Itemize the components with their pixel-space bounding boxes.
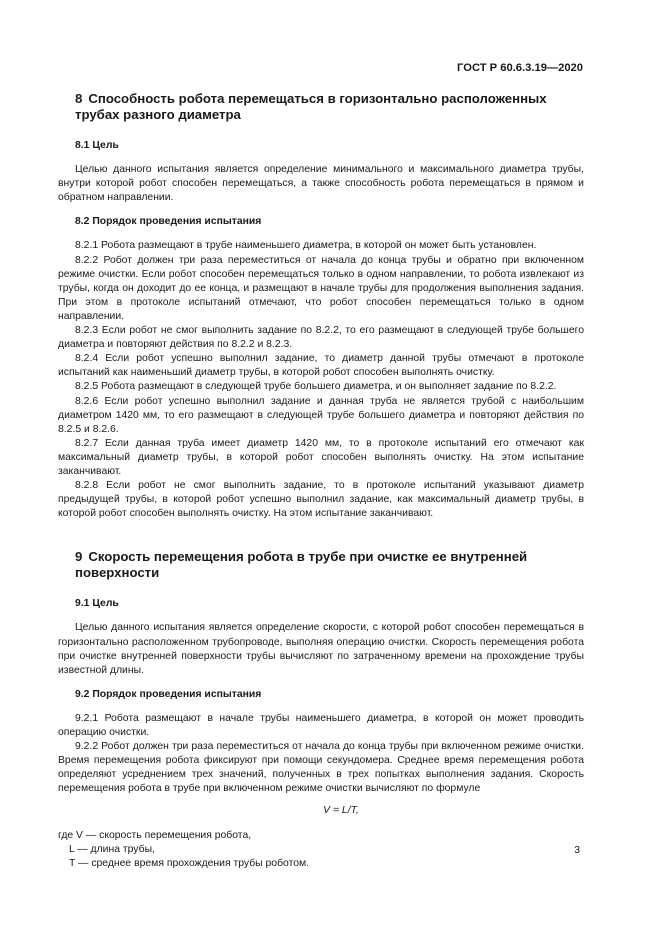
page-number: 3 (574, 845, 580, 856)
legend-line: T — среднее время прохождения трубы роботом. (69, 857, 310, 869)
subsection-9-2-heading: 9.2 Порядок проведения испытания (75, 688, 262, 700)
subsection-9-1-heading: 9.1 Цель (75, 598, 119, 610)
section-8-heading: 8 Способность робота перемещаться в горизонтально расположенных трубах разного диаметра (75, 91, 547, 122)
paragraph: 8.2.2 Робот должен три раза переместиться от начала до конца трубы и обратно при включенном режиме очистки. Если робот способен перемещаться только в одном направлении, то робота извлекают из трубы, когда он доходит до ее конца, и размещают в начале трубы для продолжения выполнения задания. При этом в протоколе испытаний отмечают, что робот способен перемещаться только в одном направлении. (58, 254, 584, 322)
legend-line: где V — скорость перемещения робота, (58, 829, 252, 841)
standard-code: ГОСТ Р 60.6.3.19—2020 (457, 62, 583, 74)
section-9-heading: 9 Скорость перемещения робота в трубе при очистке ее внутренней поверхности (75, 549, 528, 581)
page-content (58, 91, 584, 871)
paragraph: 8.2.6 Если робот успешно выполнил задание и данная труба не является трубой с наибольшим диаметром 1420 мм, то его размещают в следующей трубе большего диаметра и повторяют действия по 8.2.5 и 8.2.6. (58, 395, 584, 435)
subsection-8-1-heading: 8.1 Цель (75, 140, 119, 151)
formula: V = L/T, (323, 805, 359, 817)
paragraph: 8.2.8 Если робот не смог выполнить задание, то в протоколе испытаний указывают диаметр предыдущей трубы, в которой робот успешно выполнил задание, как максимальный диаметр трубы, в которой робот способен выполнять очистку. На этом испытание заканчивают. (58, 480, 584, 520)
paragraph: 8.2.5 Робота размещают в следующей трубе большего диаметра, и он выполняет задание по 8.2.2. (75, 381, 557, 393)
paragraph: 8.2.1 Робота размещают в трубе наименьшего диаметра, в которой он может быть установлен. (75, 240, 537, 252)
paragraph: 8.2.4 Если робот успешно выполнил задание, то диаметр данной трубы отмечают в протоколе испытаний как наименьший диаметр трубы, в которой робот способен выполнять очистку. (58, 353, 584, 379)
paragraph: 8.2.7 Если данная труба имеет диаметр 1420 мм, то в протоколе испытаний его отмечают как максимальный диаметр трубы, в которой робот способен выполнять очистку. На этом испытание заканчивают. (58, 437, 584, 477)
formula-legend (58, 829, 584, 871)
paragraph: 8.2.3 Если робот не смог выполнить задание по 8.2.2, то его размещают в следующей трубе большего диаметра и повторяют действия по 8.2.2 и 8.2.3. (58, 325, 584, 351)
paragraph: Целью данного испытания является определение минимального и максимального диаметра трубы, внутри которой робот способен перемещаться, а также способность робота перемещаться в прямом и обратном направлении. (58, 164, 584, 204)
legend-line: L — длина трубы, (69, 843, 155, 855)
paragraph: 9.2.1 Робота размещают в начале трубы наименьшего диаметра, в которой он может проводить операцию очистки. (58, 712, 584, 738)
paragraph: 9.2.2 Робот должен три раза переместиться от начала до конца трубы при включенном режиме очистки. Время перемещения робота фиксируют при помощи секундомера. Среднее время перемещения робота определяют усреднением трех значений, полученных в трех попытках выполнения задания. Скорость перемещения робота в трубе при включенном режиме очистки вычисляют по формуле (58, 741, 584, 795)
subsection-8-2-heading: 8.2 Порядок проведения испытания (75, 216, 262, 228)
paragraph: Целью данного испытания является определение скорости, с которой робот способен перемещаться в горизонтально расположенном трубопроводе, выполняя операцию очистки. Скорость перемещения робота при очистке внутренней поверхности трубы вычисляют по затраченному времени на прохождение трубы известной длины. (58, 622, 584, 676)
